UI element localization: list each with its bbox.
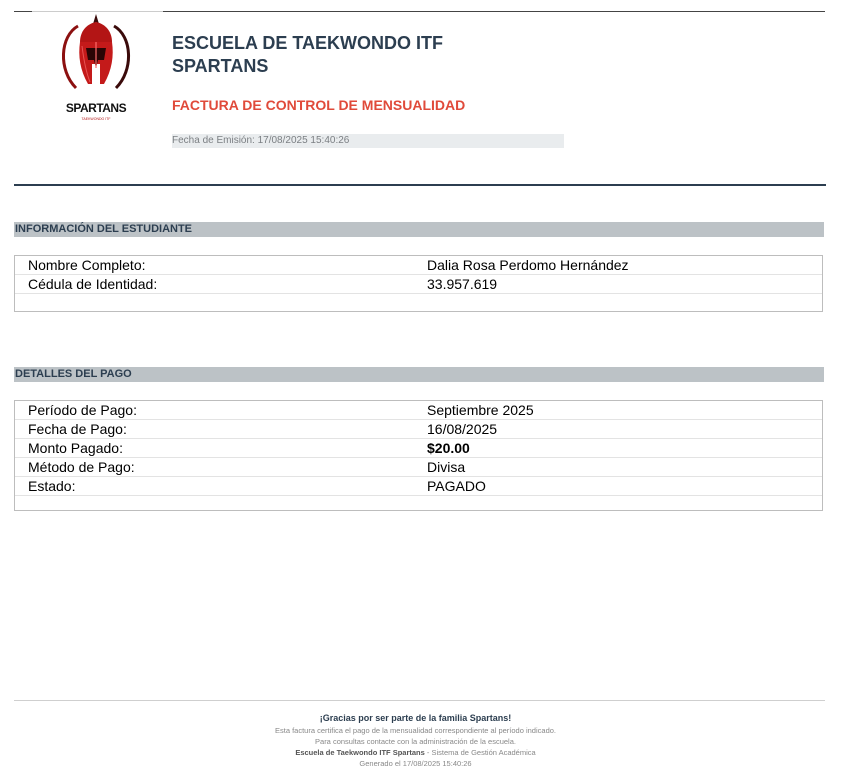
row-label: Nombre Completo:: [28, 257, 146, 273]
row-label: Monto Pagado:: [28, 440, 123, 456]
footer-line-contact: Para consultas contacte con la administración de la escuela.: [315, 737, 516, 746]
status-value: PAGADO: [427, 478, 486, 494]
emission-date: [172, 134, 564, 148]
row-label: Estado:: [28, 478, 76, 494]
row-value: 33.957.619: [427, 276, 498, 292]
row-label: Método de Pago:: [28, 459, 135, 475]
top-rule-right: [163, 11, 825, 12]
student-info-box: [14, 255, 823, 312]
emission-date-text: Fecha de Emisión: 17/08/2025 15:40:26: [172, 135, 350, 146]
payment-row-date: [15, 420, 822, 439]
payment-section-title: DETALLES DEL PAGO: [14, 367, 824, 382]
svg-text:SPARTANS: SPARTANS: [65, 101, 127, 115]
student-row-id: [15, 275, 822, 294]
row-value: Divisa: [427, 459, 466, 475]
top-rule-left: [14, 11, 32, 12]
amount-paid-value: $20.00: [427, 440, 470, 456]
row-value: Dalia Rosa Perdomo Hernández: [427, 257, 629, 273]
footer-line-system: [0, 748, 831, 757]
spartans-logo: [56, 12, 136, 124]
payment-row-status: [15, 477, 822, 496]
footer-system-name: - Sistema de Gestión Académica: [424, 748, 536, 757]
invoice-title: FACTURA DE CONTROL DE MENSUALIDAD: [172, 97, 466, 113]
footer-thanks: ¡Gracias por ser parte de la familia Spartans!: [319, 713, 512, 723]
header-divider: [14, 184, 826, 186]
footer-line-certify: Esta factura certifica el pago de la mensualidad correspondiente al período indicado.: [274, 726, 556, 735]
school-name: [172, 32, 532, 78]
row-value: 16/08/2025: [427, 421, 498, 437]
student-row-name: [15, 256, 822, 275]
payment-row-amount: [15, 439, 822, 458]
row-label: Período de Pago:: [28, 402, 137, 418]
row-label: Fecha de Pago:: [28, 421, 127, 437]
footer-generated: Generado el 17/08/2025 15:40:26: [359, 759, 472, 768]
footer-school-name: Escuela de Taekwondo ITF Spartans: [295, 748, 425, 757]
school-name-line1: ESCUELA DE TAEKWONDO ITF: [172, 33, 443, 53]
payment-row-period: [15, 401, 822, 420]
footer-divider: [14, 700, 825, 701]
row-value: Septiembre 2025: [427, 402, 534, 418]
payment-info-box: [14, 400, 823, 511]
row-label: Cédula de Identidad:: [28, 276, 158, 292]
student-section-title: INFORMACIÓN DEL ESTUDIANTE: [14, 222, 824, 237]
school-name-line2: SPARTANS: [172, 56, 269, 76]
svg-text:TAEKWONDO ITF: TAEKWONDO ITF: [81, 117, 111, 121]
payment-row-method: [15, 458, 822, 477]
